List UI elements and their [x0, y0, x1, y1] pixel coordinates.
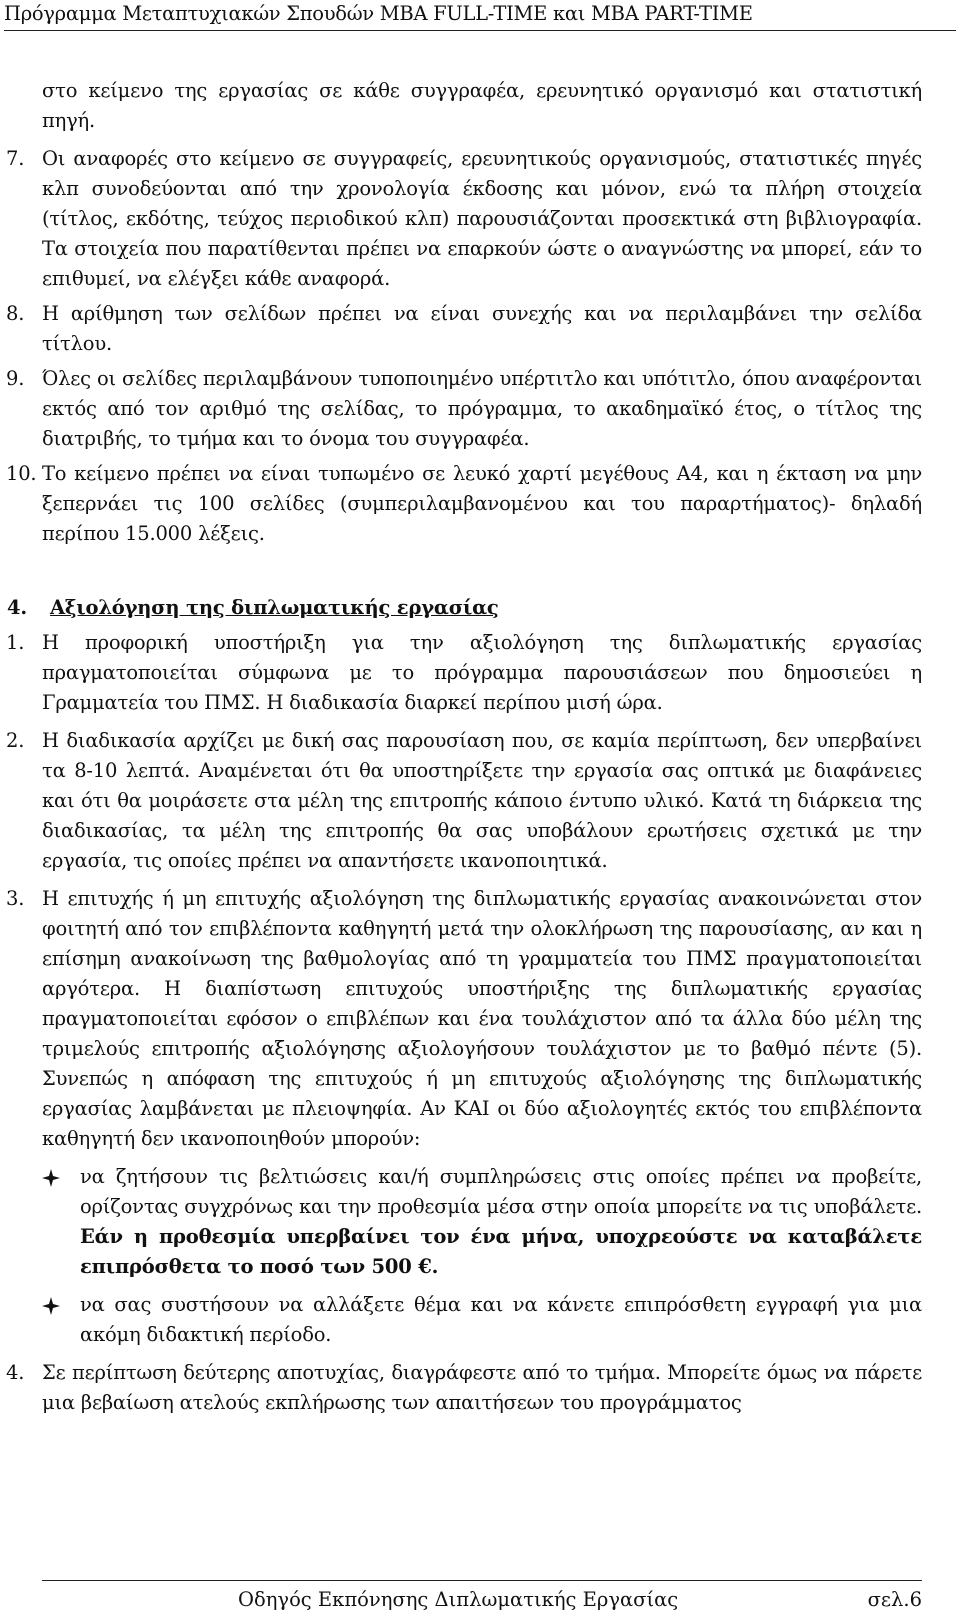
bullet-item-2 [42, 1290, 922, 1350]
item-text: Σε περίπτωση δεύτερης αποτυχίας, διαγράφεστε από το τμήμα. Μπορείτε όμως να πάρετε μια βεβαίωση ατελούς εκπλήρωσης των απαιτήσεων του προγράμματος [42, 1361, 922, 1414]
page-footer [42, 1580, 922, 1611]
item-number: 1. [6, 631, 25, 654]
document-body [6, 76, 922, 1418]
continued-paragraph: στο κείμενο της εργασίας σε κάθε συγγραφέα, ερευνητικό οργανισμό και στατιστική πηγή. [42, 79, 922, 132]
bullet-bold-text: Εάν η προθεσμία υπερβαίνει τον ένα μήνα, υποχρεούστε να καταβάλετε επιπρόσθετα το ποσό των 500 €. [80, 1225, 922, 1278]
bullet-text [80, 1290, 922, 1350]
page-number: σελ.6 [867, 1588, 922, 1611]
list-item-9 [6, 364, 922, 454]
diamond-bullet-icon [42, 1297, 60, 1315]
item-number: 9. [6, 367, 25, 390]
item-text: Όλες οι σελίδες περιλαμβάνουν τυποποιημένο υπέρτιτλο και υπότιτλο, όπου αναφέρονται εκτός από τον αριθμό της σελίδας, το πρόγραμμα, το ακαδημαϊκό έτος, ο τίτλος της διατριβής, το τμήμα και το όνομα του συγγραφέα. [42, 367, 922, 450]
section-item-3 [6, 884, 922, 1154]
diamond-bullet-icon [42, 1169, 60, 1187]
item-text: Το κείμενο πρέπει να είναι τυπωμένο σε λευκό χαρτί μεγέθους Α4, και η έκταση να μην ξεπερνάει τις 100 σελίδες (συμπεριλαμβανομένου και του παραρτήματος)- δηλαδή περίπου 15.000 λέξεις. [42, 462, 922, 545]
item-number: 3. [6, 887, 25, 910]
item-number: 10. [6, 462, 37, 485]
bullet-plain-text: να ζητήσουν τις βελτιώσεις και/ή συμπληρώσεις στις οποίες πρέπει να προβείτε, ορίζοντας συγχρόνως και την προθεσμία μέσα στην οποία μπορείτε να τις υποβάλετε. [80, 1165, 922, 1218]
bullet-item-1 [42, 1162, 922, 1282]
section-item-4 [6, 1358, 922, 1418]
section-item-2 [6, 726, 922, 876]
item-number: 4. [6, 1361, 25, 1384]
list-item-7 [6, 144, 922, 294]
list-item-10 [6, 459, 922, 549]
item-number: 8. [6, 302, 25, 325]
list-item-8 [6, 299, 922, 359]
item-number: 7. [6, 147, 25, 170]
footer-title: Οδηγός Εκπόνησης Διπλωματικής Εργασίας [238, 1588, 679, 1611]
section-number: 4. [7, 596, 27, 619]
page-running-header: Πρόγραμμα Μεταπτυχιακών Σπουδών MBA FULL-TIME και MBA PART-TIME [4, 2, 956, 31]
item-number: 2. [6, 729, 25, 752]
item-text: Η προφορική υποστήριξη για την αξιολόγηση της διπλωματικής εργασίας πραγματοποιείται σύμφωνα με το πρόγραμμα παρουσιάσεων που δημοσιεύει η Γραμματεία του ΠΜΣ. Η διαδικασία διαρκεί περίπου μισή ώρα. [42, 631, 922, 714]
item-text: Η διαδικασία αρχίζει με δική σας παρουσίαση που, σε καμία περίπτωση, δεν υπερβαίνει τα 8-10 λεπτά. Αναμένεται ότι θα υποστηρίξετε την εργασία σας οπτικά με διαφάνειες και ότι θα μοιράσετε στα μέλη της επιτροπής κάποιο έντυπο υλικό. Κατά τη διάρκεια της διαδικασίας, τα μέλη της επιτροπής θα σας υποβάλουν ερωτήσεις σχετικά με την εργασία, τις οποίες πρέπει να απαντήσετε ικανοποιητικά. [42, 729, 922, 872]
item-text: Οι αναφορές στο κείμενο σε συγγραφείς, ερευνητικούς οργανισμούς, στατιστικές πηγές κλπ συνοδεύονται από την χρονολογία έκδοσης και μόνον, ενώ τα πλήρη στοιχεία (τίτλος, εκδότης, τεύχος περιοδικού κλπ) παρουσιάζονται προσεκτικά στη βιβλιογραφία. Τα στοιχεία που παρατίθενται πρέπει να επαρκούν ώστε ο αναγνώστης να μπορεί, εάν το επιθυμεί, να ελέγξει κάθε αναφορά. [42, 147, 922, 290]
section-title: Αξιολόγηση της διπλωματικής εργασίας [50, 596, 499, 619]
item-text: Η αρίθμηση των σελίδων πρέπει να είναι συνεχής και να περιλαμβάνει την σελίδα τίτλου. [42, 302, 922, 355]
section-heading [7, 593, 922, 623]
bullet-plain-text: να σας συστήσουν να αλλάξετε θέμα και να κάνετε επιπρόσθετη εγγραφή για μια ακόμη διδακτική περίοδο. [80, 1293, 922, 1346]
section-item-1 [6, 628, 922, 718]
item-text: Η επιτυχής ή μη επιτυχής αξιολόγηση της διπλωματικής εργασίας ανακοινώνεται στον φοιτητή από τον επιβλέποντα καθηγητή μετά την ολοκλήρωση της παρουσίασης, αν και η επίσημη ανακοίνωση της βαθμολογίας από τη γραμματεία του ΠΜΣ πραγματοποιείται αργότερα. Η διαπίστωση επιτυχούς υποστήριξης της διπλωματικής εργασίας πραγματοποιείται εφόσον ο επιβλέπων και ένα τουλάχιστον από τα άλλα δύο μέλη της τριμελούς επιτροπής αξιολόγησης αξιολογήσουν τουλάχιστον με το βαθμό πέντε (5). Συνεπώς η απόφαση της επιτυχούς ή μη επιτυχούς αξιολόγησης της διπλωματικής εργασίας λαμβάνεται με πλειοψηφία. Αν ΚΑΙ οι δύο αξιολογητές εκτός του επιβλέποντα καθηγητή δεν ικανοποιηθούν μπορούν: [42, 887, 922, 1150]
bullet-text [80, 1162, 922, 1282]
